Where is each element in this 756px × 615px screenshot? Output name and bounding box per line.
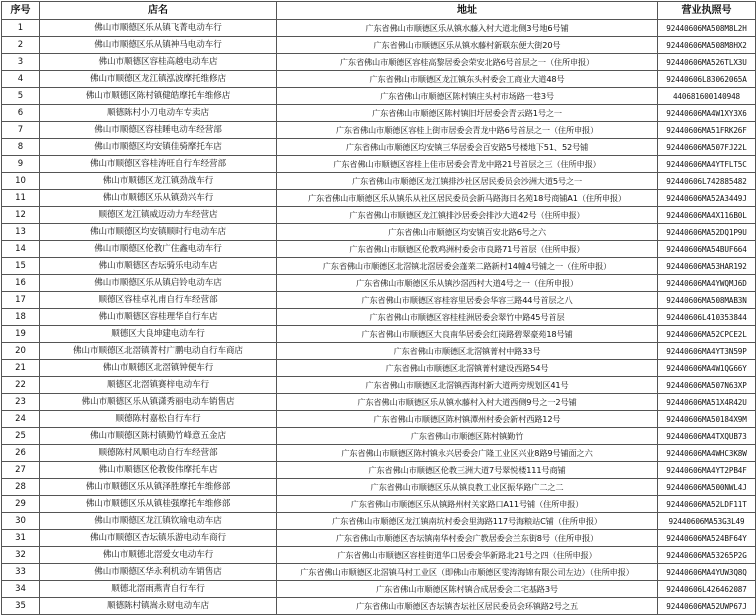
row-index: 29 [2, 496, 40, 513]
row-index: 31 [2, 530, 40, 547]
header-index: 序号 [2, 2, 40, 20]
row-index: 23 [2, 394, 40, 411]
license-number: 92440606MA4YT2PB4F [658, 462, 756, 479]
table-row [2, 530, 756, 547]
store-address: 广东省佛山市顺德区陈村镇潭州村委会新村西路12号 [277, 411, 658, 428]
store-name: 佛山市顺德区杏坛骑乐电动车店 [40, 258, 277, 275]
store-name: 佛山市顺德区陈村镇勤竹峰意五金店 [40, 428, 277, 445]
license-number: 92440606MA53G3L49 [658, 513, 756, 530]
row-index: 5 [2, 88, 40, 105]
store-name: 佛山市顺德区容桂涛旺自行车经营部 [40, 156, 277, 173]
store-name: 佛山市顺德区均安镇佳骑摩托车店 [40, 139, 277, 156]
store-name: 佛山市顺德区龙江镇泓波摩托维修店 [40, 71, 277, 88]
store-name: 佛山市顺德区陈村镇健皓摩托车维修店 [40, 88, 277, 105]
store-name: 顺德北滘雨燕青自行车行 [40, 581, 277, 598]
header-row [2, 2, 756, 20]
table-row [2, 122, 756, 139]
license-number: 92440606MA52UWP67J [658, 598, 756, 615]
table-row [2, 343, 756, 360]
table-row [2, 462, 756, 479]
row-index: 26 [2, 445, 40, 462]
row-index: 30 [2, 513, 40, 530]
table-row [2, 173, 756, 190]
row-index: 14 [2, 241, 40, 258]
license-number: 92440606L83062065A [658, 71, 756, 88]
row-index: 28 [2, 479, 40, 496]
store-address: 广东省佛山市顺德区乐从镇乐从社区居民委员会新马路海日名苑18号商铺A1（住所申报） [277, 190, 658, 207]
store-address: 广东省佛山市顺德区伦教三洲大道7号翠悦楼111号商铺 [277, 462, 658, 479]
license-number: 92440606MA52LDF11T [658, 496, 756, 513]
table-row [2, 54, 756, 71]
license-number: 92440606MA50184X9M [658, 411, 756, 428]
store-name: 顺德区北滘镇赛梓电动车行 [40, 377, 277, 394]
row-index: 9 [2, 156, 40, 173]
store-table [1, 1, 756, 615]
row-index: 15 [2, 258, 40, 275]
store-address: 广东省佛山市顺德区杏坛镇杏坛社区居民委员会环镇路2号之五 [277, 598, 658, 615]
store-name: 佛山市顺德区华永利机动车销售店 [40, 564, 277, 581]
license-number: 92440606MA507FJ22L [658, 139, 756, 156]
store-address: 广东省佛山市顺德区北滘镇菁村中路33号 [277, 343, 658, 360]
license-number: 92440606MA53HAR192 [658, 258, 756, 275]
store-name: 佛山市顺德区伦教广住鑫电动车行 [40, 241, 277, 258]
license-number: 92440606MA500NWL4J [658, 479, 756, 496]
store-address: 广东省佛山市顺德区均安镇百安北路6号之六 [277, 224, 658, 241]
store-name: 顺德陈村镇嵩永财电动车店 [40, 598, 277, 615]
license-number: 440681600140948 [658, 88, 756, 105]
store-address: 广东省佛山市顺德区杏坛镇南华村委会广教居委会兰东街8号（住所申报） [277, 530, 658, 547]
store-name: 佛山市顺德区容桂高越电动车店 [40, 54, 277, 71]
store-name: 佛山市顺德区乐从镇飞菁电动车行 [40, 20, 277, 37]
store-address: 广东省佛山市顺德区北滘镇西海村新大道两旁规划区41号 [277, 377, 658, 394]
license-number: 92440606MA52DQ1P9U [658, 224, 756, 241]
table-row [2, 258, 756, 275]
row-index: 20 [2, 343, 40, 360]
row-index: 33 [2, 564, 40, 581]
license-number: 92440606MA4TXQUB73 [658, 428, 756, 445]
store-name: 佛山市顺德区容桂理华自行车店 [40, 309, 277, 326]
row-index: 8 [2, 139, 40, 156]
store-address: 广东省佛山市顺德区容桂容里居委会华容三路44号首层之八 [277, 292, 658, 309]
table-row [2, 564, 756, 581]
license-number: 92440606MA4YTFLT5C [658, 156, 756, 173]
table-row [2, 156, 756, 173]
license-number: 92440606MA52A3449J [658, 190, 756, 207]
store-name: 佛山市顺德区乐从镇潇秀丽电动车销售店 [40, 394, 277, 411]
row-index: 2 [2, 37, 40, 54]
store-name: 佛山市顺德区均安镇顺时行电动车店 [40, 224, 277, 241]
table-row [2, 207, 756, 224]
row-index: 3 [2, 54, 40, 71]
table-row [2, 224, 756, 241]
row-index: 18 [2, 309, 40, 326]
store-address: 广东省佛山市顺德区大良南华居委会红岗路碧翠豪苑18号铺 [277, 326, 658, 343]
row-index: 21 [2, 360, 40, 377]
table-row [2, 394, 756, 411]
row-index: 24 [2, 411, 40, 428]
header-address: 地址 [277, 2, 658, 20]
table-row [2, 377, 756, 394]
license-number: 92440606MA507N63XP [658, 377, 756, 394]
store-name: 佛山市顺德区北滘镇菁村广鹏电动自行车商店 [40, 343, 277, 360]
store-address: 广东省佛山市顺德区龙江镇东头村委会工商业大道48号 [277, 71, 658, 88]
store-address: 广东省佛山市顺德区均安镇三华居委会百安路5号楼地下51、52号铺 [277, 139, 658, 156]
store-address: 广东省佛山市顺德区乐从镇水藤入村大道北侧3号地6号铺 [277, 20, 658, 37]
license-number: 92440606MA52CPCE2L [658, 326, 756, 343]
store-address: 广东省佛山市顺德区北滘镇菁村建设西路54号 [277, 360, 658, 377]
store-address: 广东省佛山市顺德区容桂桂洲居委会翠竹中路45号首层 [277, 309, 658, 326]
table-row [2, 411, 756, 428]
store-address: 广东省佛山市顺德区乐从镇水藤村新联东便大街20号 [277, 37, 658, 54]
row-index: 22 [2, 377, 40, 394]
store-address: 广东省佛山市顺德区龙江镇南坑村委会里海路117号海粮站C铺（住所申报） [277, 513, 658, 530]
store-name: 顺德区龙江镇威迈动力车经营店 [40, 207, 277, 224]
row-index: 1 [2, 20, 40, 37]
store-name: 顺德陈村嘉松自行车行 [40, 411, 277, 428]
store-name: 佛山市顺德区乐从镇泽胜摩托车维修部 [40, 479, 277, 496]
license-number: 92440606MA4YWQMJ6D [658, 275, 756, 292]
license-number: 92440606L410353844 [658, 309, 756, 326]
store-name: 顺德陈村小刀电动车专卖店 [40, 105, 277, 122]
store-address: 广东省佛山市顺德区乐从镇沙滘西村大道4号之一（住所申报） [277, 275, 658, 292]
row-index: 34 [2, 581, 40, 598]
row-index: 27 [2, 462, 40, 479]
store-address: 广东省佛山市顺德区容桂街道华口居委会华新路北21号之四（住所申报） [277, 547, 658, 564]
store-name: 佛山市顺德区乐从镇桂强摩托车维修部 [40, 496, 277, 513]
store-name: 顺德区大良坤建电动车行 [40, 326, 277, 343]
license-number: 92440606MA508M8HX2 [658, 37, 756, 54]
table-row [2, 496, 756, 513]
row-index: 6 [2, 105, 40, 122]
table-row [2, 139, 756, 156]
store-address: 广东省佛山市顺德区陈村镇勤竹 [277, 428, 658, 445]
store-name: 佛山市顺德区北滘镇钟便车行 [40, 360, 277, 377]
license-number: 92440606MA54BUF664 [658, 241, 756, 258]
table-row [2, 598, 756, 615]
license-number: 92440606L426462087 [658, 581, 756, 598]
license-number: 92440606MA4WHC3K8W [658, 445, 756, 462]
store-name: 佛山市顺德区乐从镇神马电动车行 [40, 37, 277, 54]
license-number: 92440606MA526TLX3U [658, 54, 756, 71]
store-address: 广东省佛山市顺德区陈村镇永兴居委会广隆工业区兴业8路9号铺面之六 [277, 445, 658, 462]
store-address: 广东省佛山市顺德区龙江镇排沙社区居民委员会沙洲大道5号之一 [277, 173, 658, 190]
store-address: 广东省佛山市顺德区容桂高黎居委会荣安北路6号首层之一（住所申报） [277, 54, 658, 71]
row-index: 10 [2, 173, 40, 190]
store-name: 佛山市顺德区龙江镇劲战车行 [40, 173, 277, 190]
table-row [2, 275, 756, 292]
table-row [2, 105, 756, 122]
row-index: 19 [2, 326, 40, 343]
license-number: 92440606MA524BF64Y [658, 530, 756, 547]
license-number: 92440606L742885482 [658, 173, 756, 190]
store-name: 佛山市顺德北滘爱女电动车行 [40, 547, 277, 564]
store-address: 广东省佛山市顺德区容桂上佳市居委会青龙中路21号首层之三（住所申报） [277, 156, 658, 173]
license-number: 92440606MA4X116B0L [658, 207, 756, 224]
table-row [2, 241, 756, 258]
store-name: 佛山市顺德区容桂睡电动车经营部 [40, 122, 277, 139]
license-number: 92440606MA53265P2G [658, 547, 756, 564]
table-row [2, 326, 756, 343]
store-name: 顺德陈村风顺电动自行车经营部 [40, 445, 277, 462]
row-index: 13 [2, 224, 40, 241]
row-index: 17 [2, 292, 40, 309]
store-address: 广东省佛山市顺德区陈村镇庄头村市场路一巷3号 [277, 88, 658, 105]
table-row [2, 581, 756, 598]
store-address: 广东省佛山市顺德区伦教鸡洲村委会市良路71号首层（住所申报） [277, 241, 658, 258]
table-row [2, 37, 756, 54]
table-row [2, 360, 756, 377]
table-row [2, 292, 756, 309]
store-name: 佛山市顺德区龙江镇钦瑜电动车店 [40, 513, 277, 530]
store-name: 佛山市顺德区伦教俊伟摩托车店 [40, 462, 277, 479]
table-row [2, 513, 756, 530]
license-number: 92440606MA51FRK26F [658, 122, 756, 139]
table-row [2, 445, 756, 462]
store-name: 佛山市顺德区乐从镇劲兴车行 [40, 190, 277, 207]
table-row [2, 88, 756, 105]
store-address: 广东省佛山市顺德区北滘镇北滘居委会蓬莱二路新村14幢4号铺之一（住所申报） [277, 258, 658, 275]
store-address: 广东省佛山市顺德区北滘镇马村工业区（即佛山市顺德区雯涛海锦有限公司左边）（住所申报） [277, 564, 658, 581]
store-address: 广东省佛山市顺德区陈村镇合成居委会二宅基路3号 [277, 581, 658, 598]
table-row [2, 547, 756, 564]
store-address: 广东省佛山市顺德区乐从镇路州村关家路口A11号铺（住所申报） [277, 496, 658, 513]
row-index: 35 [2, 598, 40, 615]
row-index: 7 [2, 122, 40, 139]
license-number: 92440606MA4W1QG66Y [658, 360, 756, 377]
row-index: 16 [2, 275, 40, 292]
row-index: 4 [2, 71, 40, 88]
store-address: 广东省佛山市顺德区龙江镇排沙居委会排沙大道42号（住所申报） [277, 207, 658, 224]
header-license: 营业执照号 [658, 2, 756, 20]
table-row [2, 309, 756, 326]
store-address: 广东省佛山市顺德区容桂上街市居委会青龙中路6号首层之一（住所申报） [277, 122, 658, 139]
row-index: 12 [2, 207, 40, 224]
license-number: 92440606MA4YT3N59P [658, 343, 756, 360]
store-address: 广东省佛山市顺德区乐从镇水藤村入村大道西侧9号之一2号铺 [277, 394, 658, 411]
store-name: 佛山市顺德区杏坛镇乐游电动车商行 [40, 530, 277, 547]
license-number: 92440606MA4W1XY3X6 [658, 105, 756, 122]
row-index: 11 [2, 190, 40, 207]
table-row [2, 190, 756, 207]
license-number: 92440606MA51X4R42U [658, 394, 756, 411]
store-name: 顺德区容桂卓礼甫自行车经营部 [40, 292, 277, 309]
row-index: 32 [2, 547, 40, 564]
table-row [2, 428, 756, 445]
store-name: 佛山市顺德区乐从镇启铃电动车店 [40, 275, 277, 292]
row-index: 25 [2, 428, 40, 445]
license-number: 92440606MA508M8L2H [658, 20, 756, 37]
store-address: 广东省佛山市顺德区乐从镇良教工业区振华路广二之二 [277, 479, 658, 496]
store-address: 广东省佛山市顺德区陈村镇旧圩居委会青云路1号之一 [277, 105, 658, 122]
table-row [2, 71, 756, 88]
table-row [2, 20, 756, 37]
table-body [2, 20, 756, 615]
license-number: 92440606MA508MAB3N [658, 292, 756, 309]
license-number: 92440606MA4YUW3Q8Q [658, 564, 756, 581]
header-store-name: 店名 [40, 2, 277, 20]
table-row [2, 479, 756, 496]
